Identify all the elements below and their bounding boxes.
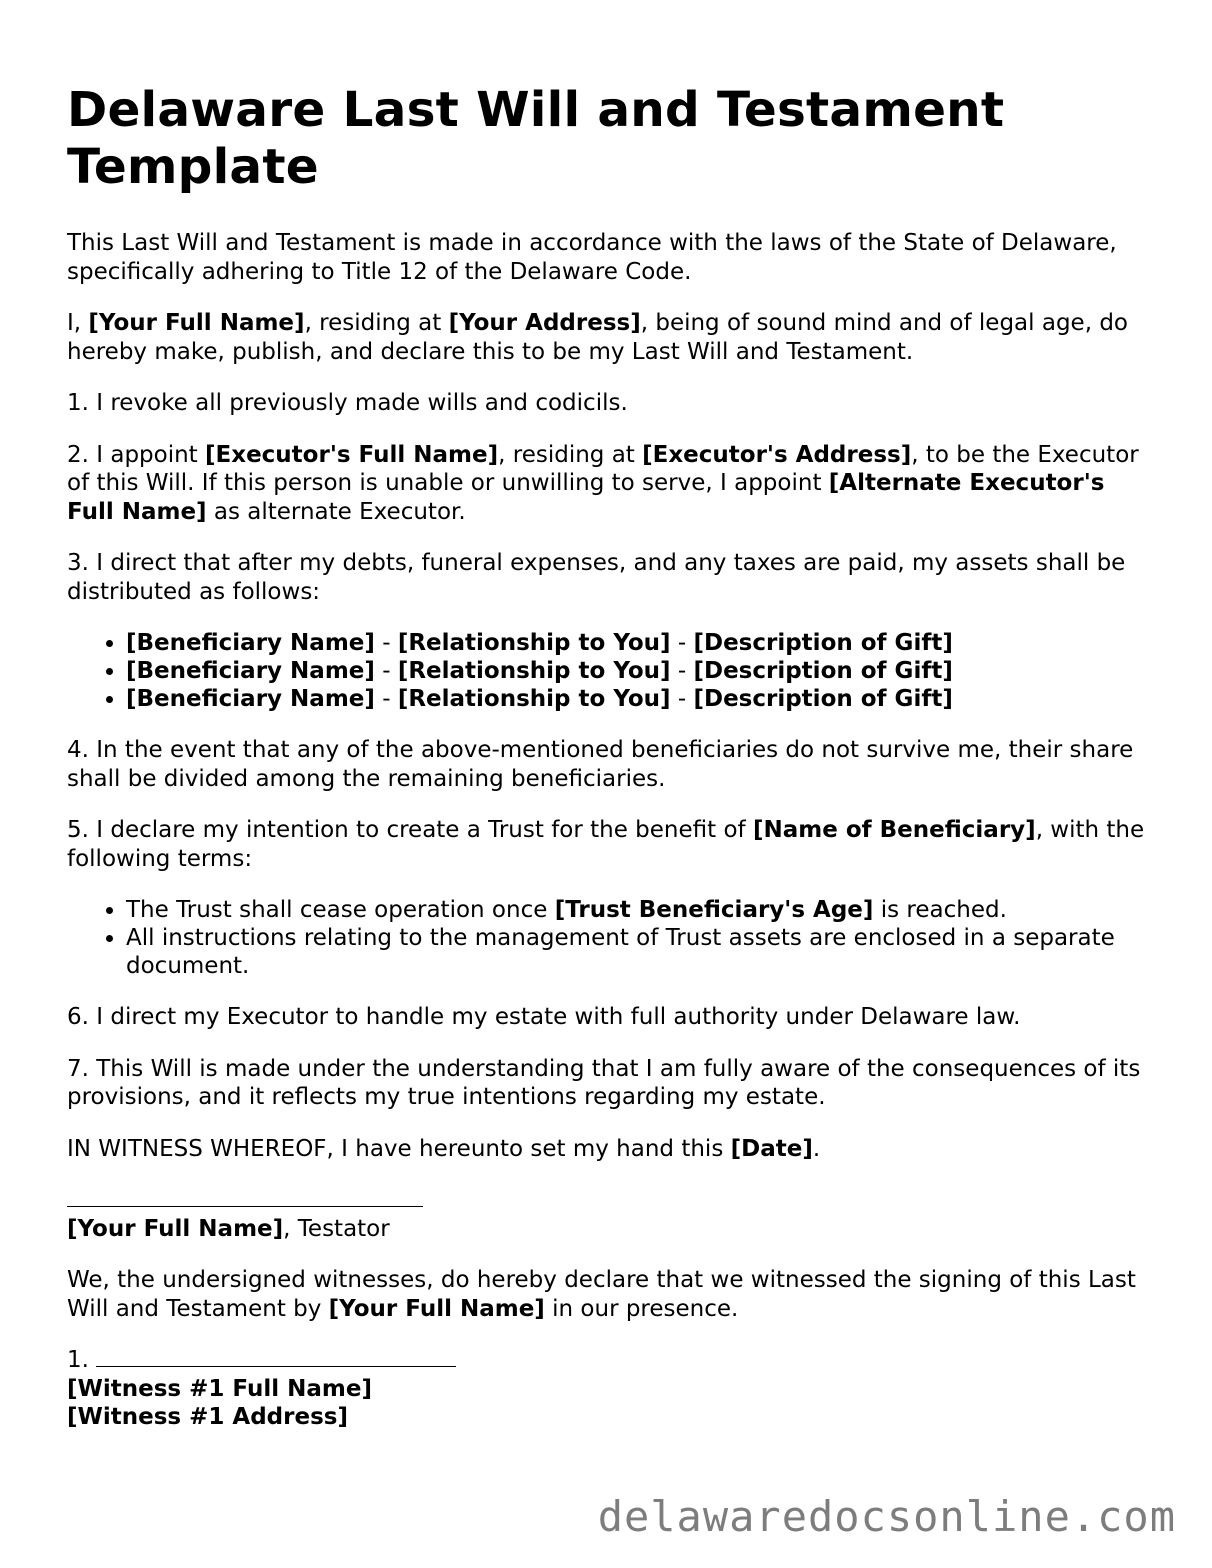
declaration-text: We, the undersigned witnesses, do hereby declare that we witnessed the signing of this Last Will and Testament by — [67, 1267, 1136, 1322]
executor-address-field: [Executor's Address] — [642, 441, 912, 468]
witness-1-block — [67, 1346, 1157, 1432]
clause-text: , with the following terms: — [67, 817, 1145, 872]
page-title: Delaware Last Will and Testament Template — [67, 82, 1005, 195]
clause-text: 2. I appoint — [67, 441, 206, 468]
trust-terms-list — [67, 896, 1157, 980]
document-page — [67, 82, 1157, 1432]
clause-text: . — [812, 1135, 821, 1162]
declaration-paragraph — [67, 309, 1157, 366]
testator-name-field: [Your Full Name] — [67, 1215, 284, 1242]
declaration-text: , being of sound mind and of legal age, do hereby make, publish, and declare this to be my Last Will and Testament. — [67, 310, 1128, 365]
clause-6: 6. I direct my Executor to handle my estate with full authority under Delaware law. — [67, 1004, 1021, 1030]
testator-name-field: [Your Full Name] — [88, 310, 305, 336]
witness-1-address-field: [Witness #1 Address] — [67, 1404, 348, 1430]
witness-1-signature-line[interactable] — [96, 1348, 456, 1367]
clause-text: IN WITNESS WHEREOF, I have hereunto set my hand this — [67, 1135, 731, 1162]
testator-signature-block — [67, 1186, 1157, 1243]
executor-name-field: [Executor's Full Name] — [205, 441, 499, 468]
trust-term-item: • All instructions relating to the management of Trust assets are enclosed in a separate document. — [126, 924, 1157, 980]
clause-text: as alternate Executor. — [206, 498, 466, 525]
declaration-text: I, — [67, 310, 89, 336]
beneficiary-name-field: [Beneficiary Name] — [126, 686, 375, 712]
separator: - — [374, 630, 398, 656]
witness-1-signature-row — [67, 1346, 1157, 1375]
testator-name-field: [Your Full Name] — [328, 1295, 545, 1322]
beneficiary-item — [126, 629, 1157, 657]
date-field: [Date] — [730, 1135, 813, 1162]
declaration-text: , residing at — [304, 310, 449, 336]
testator-caption — [67, 1215, 1157, 1244]
trust-beneficiary-field: [Name of Beneficiary] — [752, 817, 1036, 843]
witness-clause — [67, 1135, 1157, 1164]
testator-signature-row — [67, 1186, 1157, 1215]
gift-description-field: [Description of Gift] — [693, 686, 953, 712]
clause-text: , residing at — [498, 441, 643, 468]
site-watermark: delawaredocsonline.com — [597, 1492, 1176, 1541]
testator-address-field: [Your Address] — [448, 310, 641, 336]
witness-1-name-field: [Witness #1 Full Name] — [67, 1375, 372, 1402]
clause-7: 7. This Will is made under the understanding that I am fully aware of the consequences of its provisions, and it reflects my true intentions regarding my estate. — [67, 1055, 1141, 1110]
witness-number: 1. — [67, 1347, 97, 1373]
declaration-text: in our presence. — [544, 1295, 739, 1322]
relationship-field: [Relationship to You] — [397, 658, 671, 684]
separator: - — [374, 658, 398, 684]
testator-signature-line[interactable] — [67, 1188, 423, 1207]
beneficiary-list — [67, 629, 1157, 713]
clause-1: 1. I revoke all previously made wills and codicils. — [67, 390, 628, 416]
term-text: is reached. — [873, 897, 1007, 923]
term-text: The Trust shall cease operation once — [126, 897, 555, 923]
gift-description-field: [Description of Gift] — [693, 630, 953, 656]
clause-4: 4. In the event that any of the above-mentioned beneficiaries do not survive me, their share shall be divided among the remaining beneficiaries. — [67, 737, 1134, 792]
separator: - — [670, 686, 694, 712]
separator: - — [670, 658, 694, 684]
beneficiary-name-field: [Beneficiary Name] — [126, 658, 375, 684]
alternate-executor-field: [Alternate Executor's Full Name] — [67, 470, 1105, 525]
testator-role: , Testator — [283, 1215, 390, 1242]
relationship-field: [Relationship to You] — [397, 630, 671, 656]
gift-description-field: [Description of Gift] — [693, 658, 953, 684]
trust-term-item — [126, 896, 1157, 924]
separator: - — [670, 630, 694, 656]
clause-text: , to be the Executor of this Will. If this person is unable or unwilling to serve, I appoint — [67, 441, 1139, 496]
clause-3: 3. I direct that after my debts, funeral expenses, and any taxes are paid, my assets shall be distributed as follows: — [67, 550, 1126, 605]
clause-text: 5. I declare my intention to create a Trust for the benefit of — [67, 817, 753, 843]
clause-2 — [67, 441, 1157, 527]
witness-declaration — [67, 1266, 1157, 1323]
relationship-field: [Relationship to You] — [397, 686, 671, 712]
intro-paragraph: This Last Will and Testament is made in accordance with the laws of the State of Delaware, specifically adhering to Title 12 of the Delaware Code. — [67, 230, 1117, 285]
clause-5 — [67, 816, 1157, 873]
beneficiary-name-field: [Beneficiary Name] — [126, 630, 375, 656]
beneficiary-item — [126, 685, 1157, 713]
beneficiary-item — [126, 657, 1157, 685]
trust-age-field: [Trust Beneficiary's Age] — [554, 897, 874, 923]
separator: - — [374, 686, 398, 712]
